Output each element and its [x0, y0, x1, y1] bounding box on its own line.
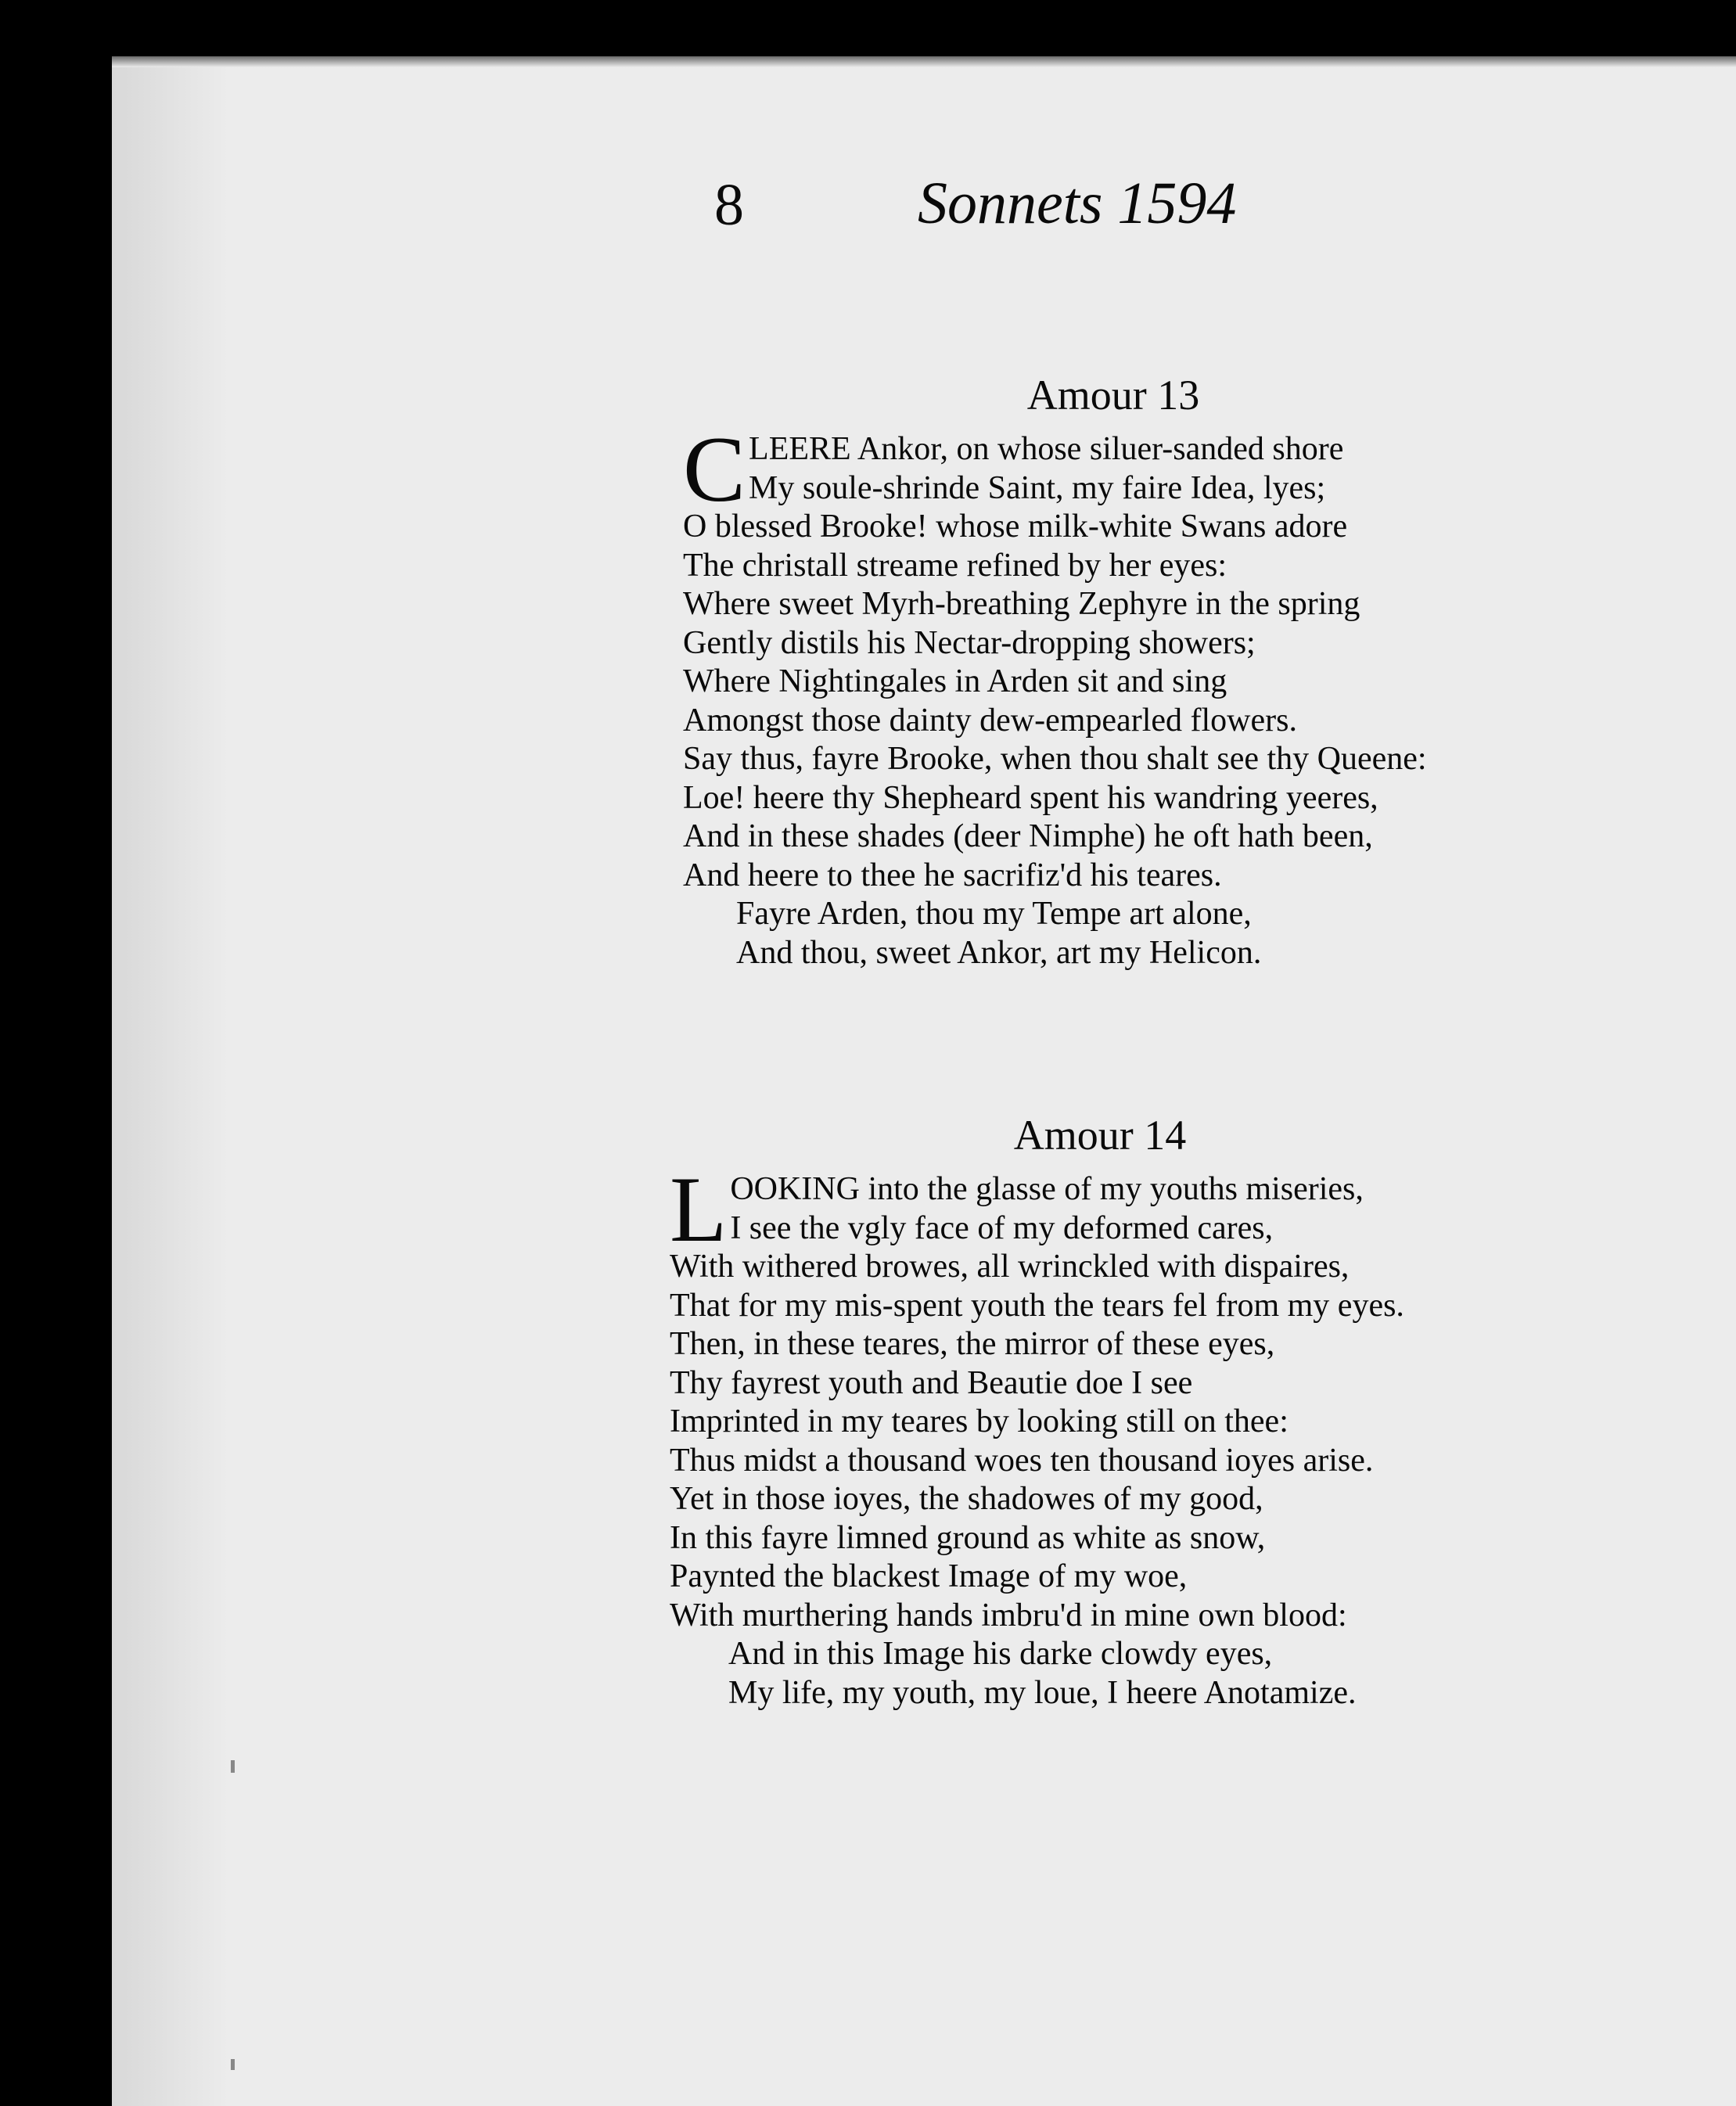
poem-line: Imprinted in my teares by looking still on thee: [670, 1403, 1289, 1439]
poem-line: OOKING into the glasse of my youths miseries, [730, 1171, 1364, 1207]
poem-line: Fayre Arden, thou my Tempe art alone, [736, 896, 1252, 932]
poem-line: Where Nightingales in Arden sit and sing [683, 663, 1227, 699]
scan-speck [231, 2059, 235, 2070]
drop-cap: L [670, 1157, 728, 1261]
poem-line: Loe! heere thy Shepheard spent his wandring yeeres, [683, 779, 1378, 816]
poem-line: Say thus, fayre Brooke, when thou shalt see thy Queene: [683, 741, 1427, 777]
sonnet-heading: Amour 14 [1013, 1112, 1187, 1159]
poem-line: With withered browes, all wrinckled with dispaires, [670, 1249, 1350, 1285]
poem-line: That for my mis-spent youth the tears fel from my eyes. [670, 1287, 1404, 1324]
poem-line: With murthering hands imbru'd in mine own blood: [670, 1597, 1347, 1633]
poem-line: Gently distils his Nectar-dropping showers; [683, 624, 1256, 661]
poem-line: Paynted the blackest Image of my woe, [670, 1558, 1188, 1594]
running-title: Sonnets 1594 [918, 171, 1237, 236]
poem-line: O blessed Brooke! whose milk-white Swans adore [683, 509, 1348, 544]
book-page [112, 56, 1736, 2106]
poem-line: Thy fayrest youth and Beautie doe I see [670, 1364, 1193, 1401]
sonnet-amour-13 [683, 369, 1736, 972]
page-gutter-shadow [112, 56, 229, 2106]
poem-line: I see the vgly face of my deformed cares, [730, 1209, 1274, 1246]
poem-line: And thou, sweet Ankor, art my Helicon. [736, 934, 1262, 971]
page-top-edge [112, 56, 1736, 67]
poem-line: And in these shades (deer Nimphe) he oft hath been, [683, 818, 1373, 854]
poem-line: And heere to thee he sacrifiz'd his teares. [683, 857, 1222, 893]
poem-line: Yet in those ioyes, the shadowes of my good, [670, 1481, 1263, 1517]
sonnet-heading: Amour 13 [1026, 372, 1200, 419]
poem-line: Amongst those dainty dew-empearled flowers. [683, 702, 1297, 739]
sonnet-amour-14 [670, 1109, 1736, 1712]
page-number: 8 [714, 172, 744, 238]
scan-speck [231, 1760, 235, 1773]
sonnet-body [670, 1157, 1736, 1712]
poem-line: LEERE Ankor, on whose siluer-sanded shore [749, 431, 1344, 467]
poem-line: In this fayre limned ground as white as snow, [670, 1519, 1266, 1556]
poem-line: My life, my youth, my loue, I heere Anotamize. [728, 1674, 1357, 1711]
poem-line: Then, in these teares, the mirror of these eyes, [670, 1326, 1275, 1362]
sonnet-body [683, 417, 1736, 972]
poem-line: Where sweet Myrh-breathing Zephyre in the spring [683, 586, 1360, 622]
poem-line: The christall streame refined by her eyes: [683, 547, 1227, 584]
poem-line: And in this Image his darke clowdy eyes, [728, 1636, 1273, 1672]
poem-line: Thus midst a thousand woes ten thousand ioyes arise. [670, 1442, 1374, 1479]
drop-cap: C [683, 417, 746, 521]
poem-line: My soule-shrinde Saint, my faire Idea, lyes; [749, 469, 1326, 506]
